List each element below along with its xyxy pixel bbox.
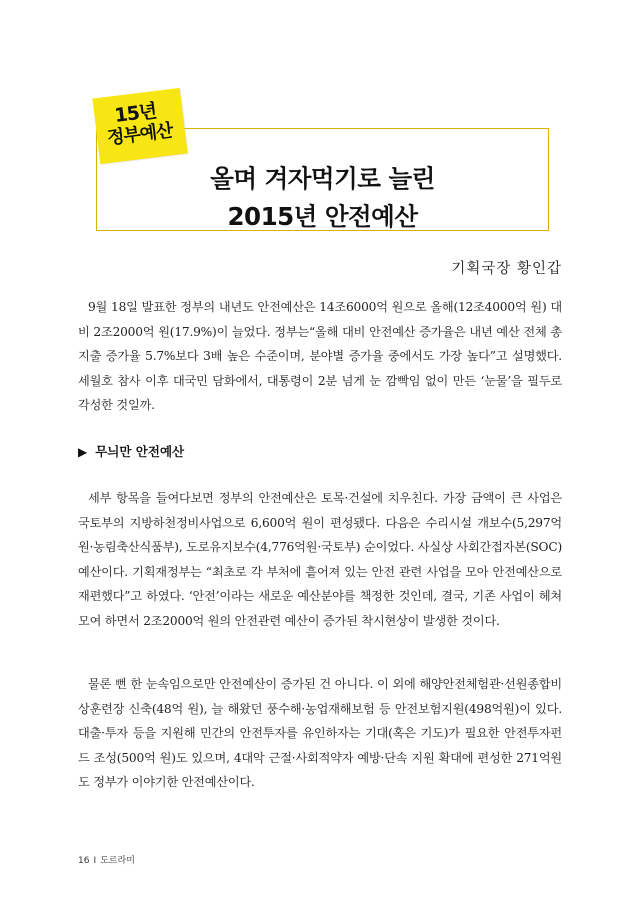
section-heading <box>78 442 184 460</box>
paragraph-3: 물론 뻔 한 눈속임으로만 안전예산이 증가된 건 아니다. 이 외에 해양안전체험관·선원종합비상훈련장 신축(48억 원), 늘 해왔던 풍수해·농업재해보험 등 안전보험지원(498억원)이 있다. 대출·투자 등을 지원해 민간의 안전투자를 유인하자는 기대(혹은 기도)가 필요한 안전투자펀드 조성(500억 원)도 있으며, 4대악 근절·사회적약자 예방·단속 지원 확대에 편성한 271억원도 정부가 이야기한 안전예산이다. <box>78 677 562 790</box>
paragraph-1: 9월 18일 발표한 정부의 내년도 안전예산은 14조6000억 원으로 올해(12조4000억 원) 대비 2조2000억 원(17.9%)이 늘었다. 정부는“올해 대비 안전예산 증가율은 내년 예산 전체 총지출 증가율 5.7%보다 3배 높은 수준이며, 분야별 증가율 중에서도 가장 높다”고 설명했다. 세월호 참사 이후 대국민 담화에서, 대통령이 2분 넘게 눈 깜빡임 없이 만든 ‘눈물’을 필두로 각성한 것일까. <box>78 300 562 413</box>
footer-separator: I <box>93 856 97 866</box>
page-footer <box>78 853 135 866</box>
triangle-bullet-icon: ▶ <box>78 445 88 459</box>
magazine-name: 도르라미 <box>100 856 135 866</box>
page-number: 16 <box>78 856 90 866</box>
tag-line-1: 15년 <box>113 100 158 127</box>
title-line-2: 2015년 안전예산 <box>227 202 418 231</box>
section-heading-text: 무늬만 안전예산 <box>95 444 185 459</box>
category-tag <box>92 88 187 164</box>
byline: 기획국장 황인갑 <box>451 261 562 277</box>
tag-line-2: 정부예산 <box>106 120 174 150</box>
article-title <box>96 160 549 236</box>
paragraph-2: 세부 항목을 들여다보면 정부의 안전예산은 토목·건설에 치우친다. 가장 금액이 큰 사업은 국토부의 지방하천정비사업으로 6,600억 원이 편성됐다. 다음은 수리시설 개보수(5,297억 원·농림축산식품부), 도로유지보수(4,776억원·국토부) 순이었다. 사실상 사회간접자본(SOC) 예산이다. 기획재정부는 “최초로 각 부처에 흩어져 있는 안전 관련 사업을 모아 안전예산으로 재편했다”고 하였다. ‘안전’이라는 새로운 예산분야를 책정한 것인데, 결국, 기존 사업이 헤쳐모여 하면서 2조2000억 원의 안전관련 예산이 증가된 착시현상이 발생한 것이다. <box>78 491 562 628</box>
title-line-1: 올며 겨자먹기로 늘린 <box>210 164 435 193</box>
